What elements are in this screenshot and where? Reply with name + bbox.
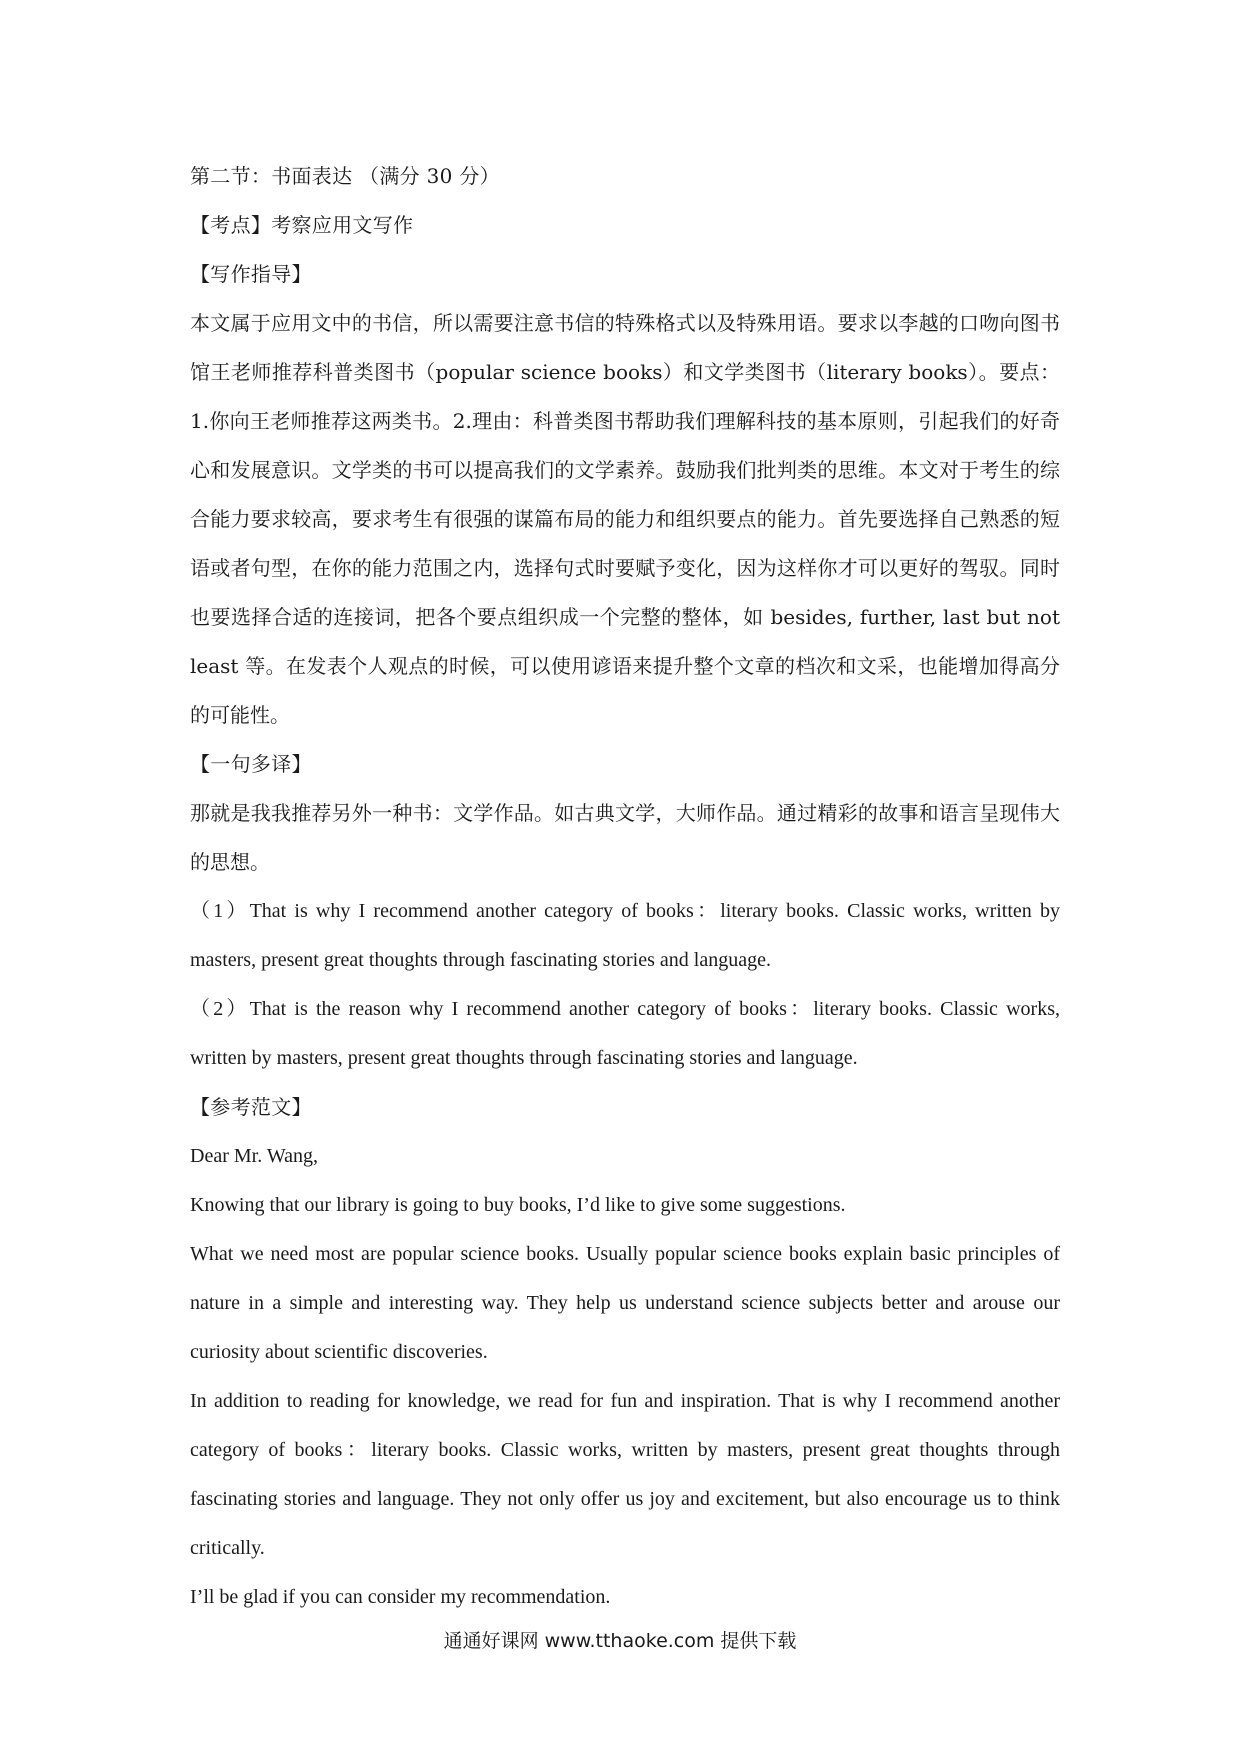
letter-paragraph-1: Knowing that our library is going to buy books, I’d like to give some suggestions.	[190, 1194, 846, 1216]
letter-paragraph-3: In addition to reading for knowledge, we read for fun and inspiration. That is why I recommend another category of books：literary books. Classic works, written by masters, present great thoughts through fascinating stories and language. They not only offer us joy and excitement, but also encourage us to think critically.	[190, 1390, 1060, 1559]
letter-paragraph-4: I’ll be glad if you can consider my recommendation.	[190, 1586, 611, 1608]
translation-2: （2）That is the reason why I recommend another category of books：literary books. Classic works, written by masters, present great thoughts through fascinating stories and language.	[190, 998, 1060, 1069]
letter-paragraph-2: What we need most are popular science books. Usually popular science books explain basic principles of nature in a simple and interesting way. They help us understand science subjects better and arouse our curiosity about scientific discoveries.	[190, 1243, 1060, 1363]
translation-1: （1）That is why I recommend another category of books：literary books. Classic works, written by masters, present great thoughts through fascinating stories and language.	[190, 900, 1060, 971]
guide-heading: 【写作指导】	[190, 262, 312, 286]
section-title: 第二节：书面表达 （满分 30 分）	[190, 164, 500, 188]
sample-heading: 【参考范文】	[190, 1095, 312, 1119]
document-body	[190, 152, 1060, 1622]
guide-paragraph: 本文属于应用文中的书信，所以需要注意书信的特殊格式以及特殊用语。要求以李越的口吻向图书馆王老师推荐科普类图书（popular science books）和文学类图书（literary books）。要点：1.你向王老师推荐这两类书。2.理由：科普类图书帮助我们理解科技的基本原则，引起我们的好奇心和发展意识。文学类的书可以提高我们的文学素养。鼓励我们批判类的思维。本文对于考生的综合能力要求较高，要求考生有很强的谋篇布局的能力和组织要点的能力。首先要选择自己熟悉的短语或者句型，在你的能力范围之内，选择句式时要赋予变化，因为这样你才可以更好的驾驭。同时也要选择合适的连接词，把各个要点组织成一个完整的整体，如 besides, further, last but not least 等。在发表个人观点的时候，可以使用谚语来提升整个文章的档次和文采，也能增加得高分的可能性。	[190, 311, 1060, 727]
translation-heading: 【一句多译】	[190, 752, 312, 776]
exam-point: 【考点】考察应用文写作	[190, 213, 414, 237]
page-footer: 通通好课网 www.tthaoke.com 提供下载	[443, 1630, 797, 1652]
translation-source: 那就是我我推荐另外一种书：文学作品。如古典文学，大师作品。通过精彩的故事和语言呈现伟大的思想。	[190, 801, 1060, 874]
letter-salutation: Dear Mr. Wang,	[190, 1145, 318, 1167]
